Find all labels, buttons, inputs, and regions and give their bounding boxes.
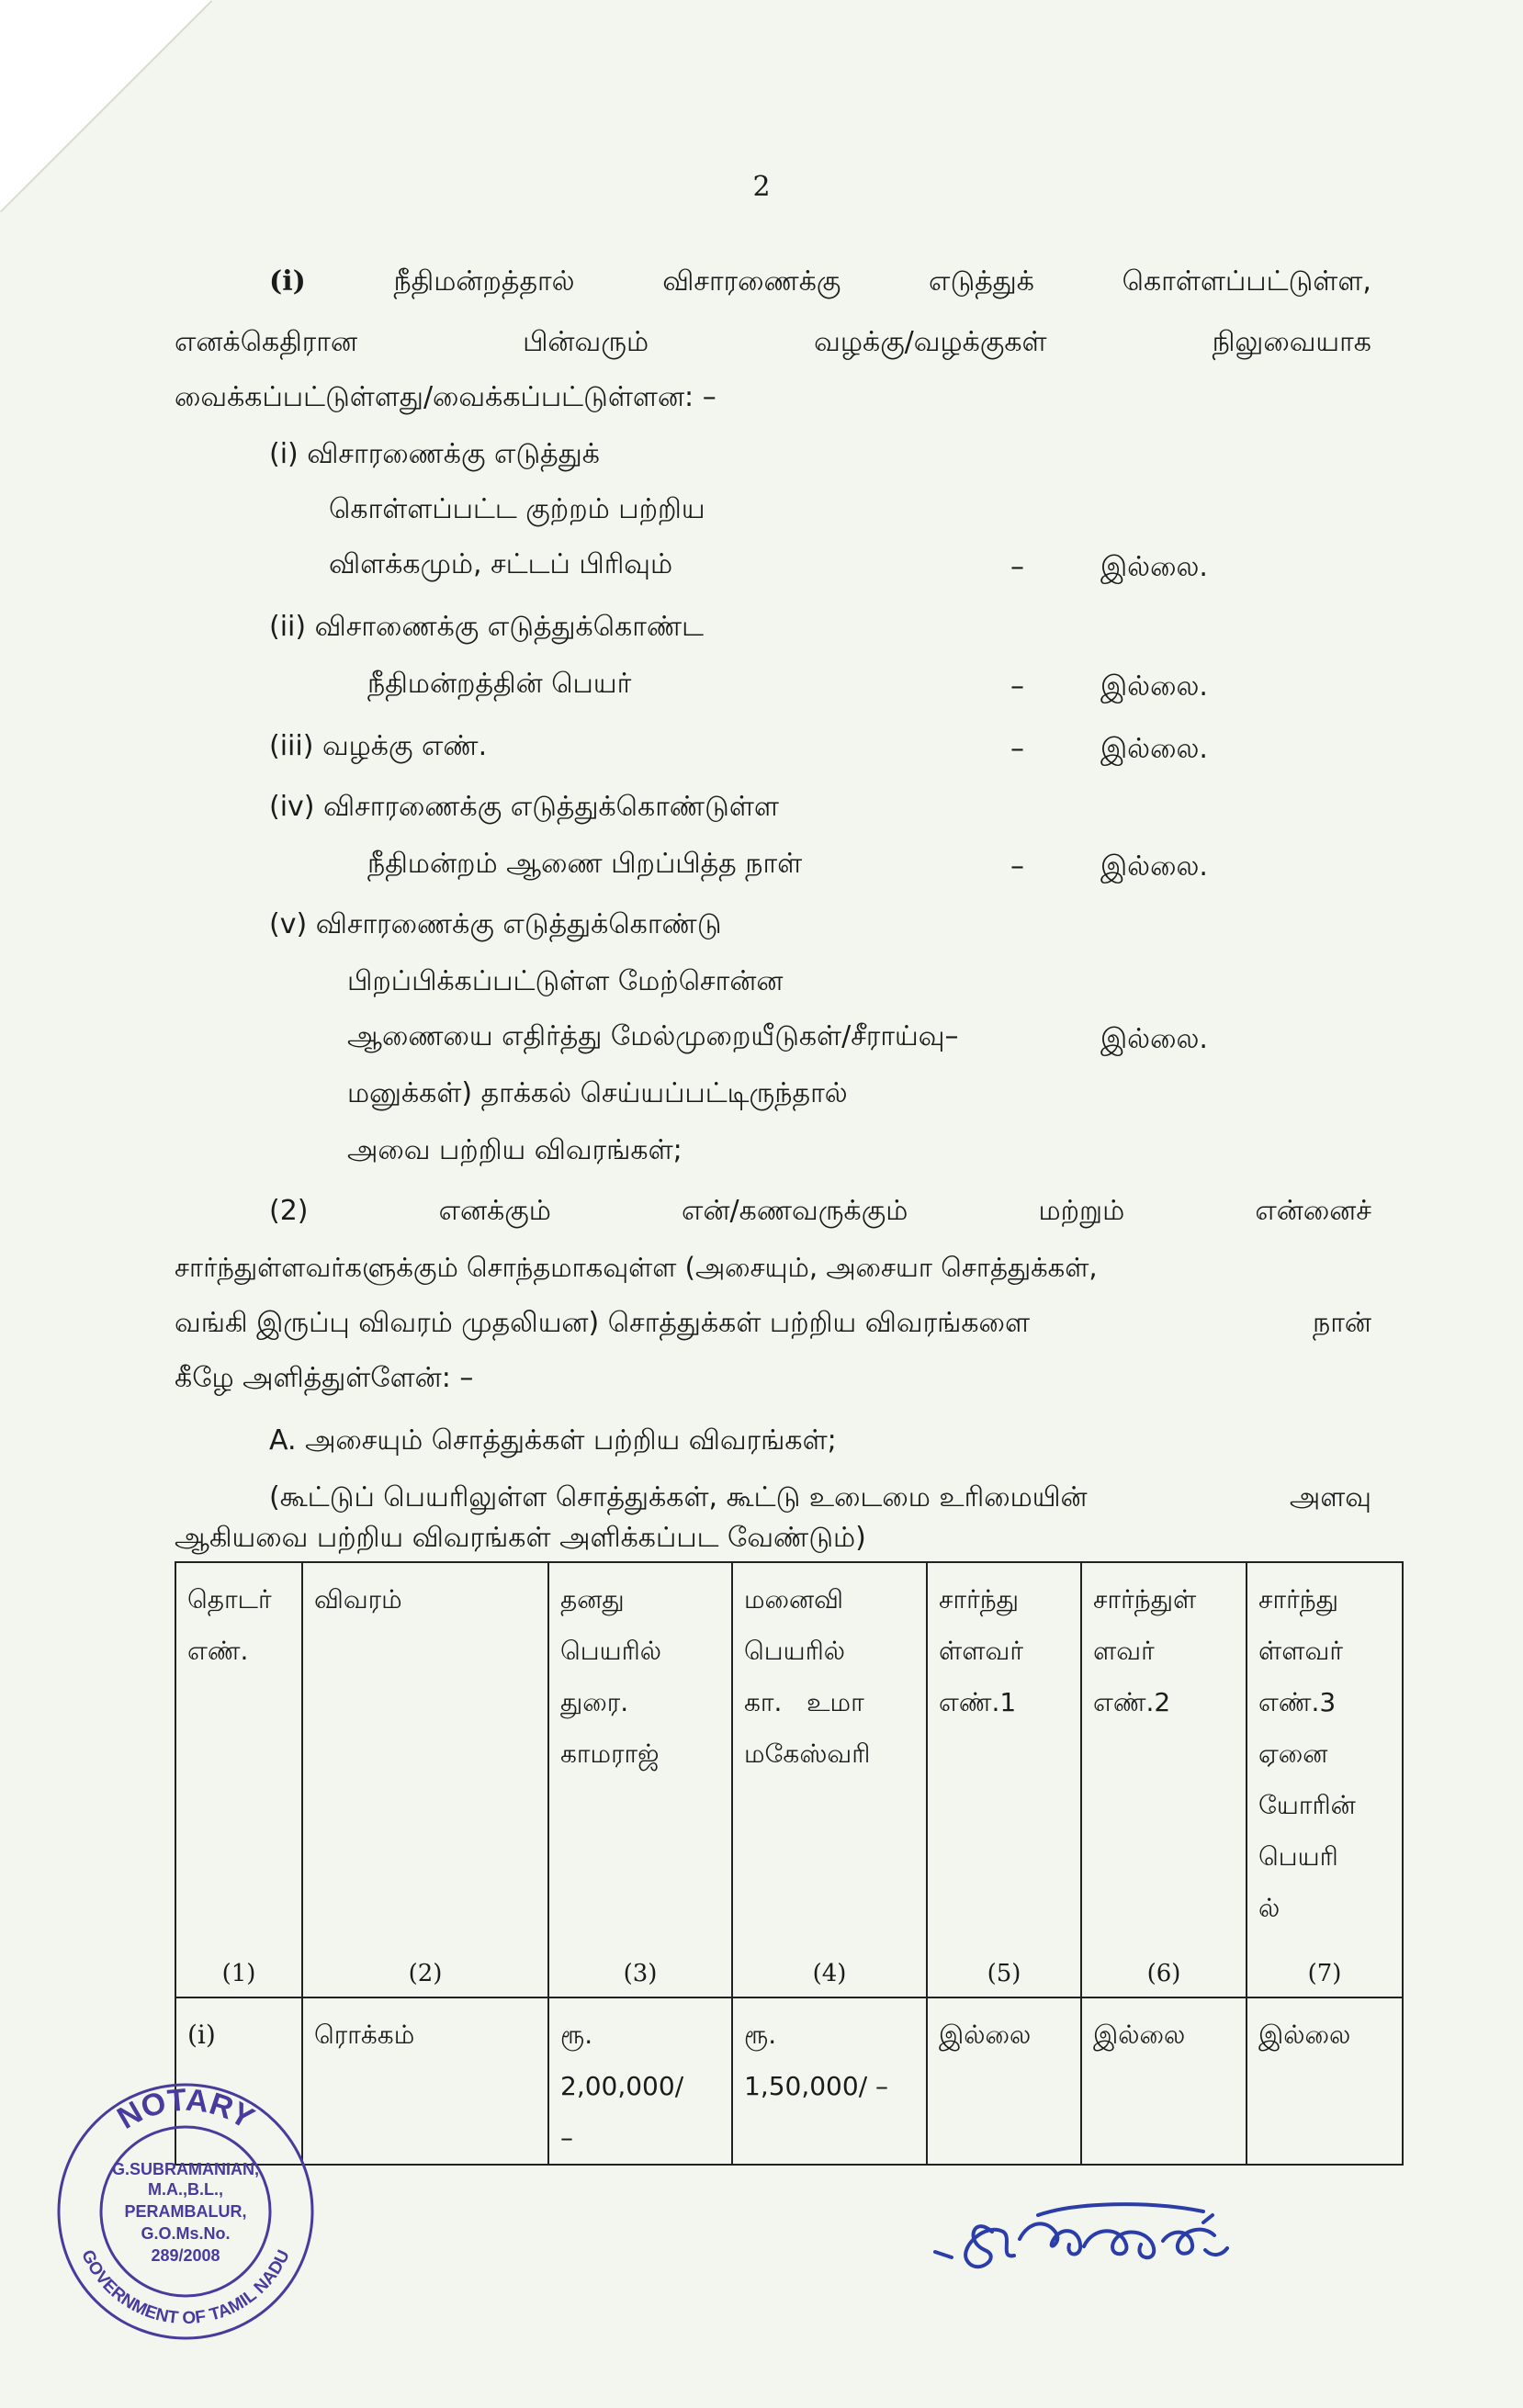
intro-word: பின்வரும் (523, 326, 649, 358)
item-3-dash: – (1010, 733, 1024, 765)
item-5-line-3: ஆணையை எதிர்த்து மேல்முறையீடுகள்/சீராய்வு– (347, 1020, 959, 1052)
header-text: பெயரில் (560, 1636, 662, 1666)
header-text: விவரம் (314, 1584, 402, 1615)
intro-word: கொள்ளப்பட்டுள்ள, (1122, 265, 1371, 298)
seal-bottom-text: GOVERNMENT OF TAMIL NADU (77, 2246, 294, 2329)
cell-description (302, 1997, 548, 2165)
page-number: 2 (752, 171, 771, 203)
header-text: மனைவி (744, 1584, 844, 1615)
cell-text: இல்லை (1093, 2020, 1186, 2050)
header-text: சார்ந்து (939, 1584, 1020, 1615)
para2-line-4: கீழே அளித்துள்ளேன்: – (175, 1362, 474, 1394)
item-4-line-1: (iv) விசாரணைக்கு எடுத்துக்கொண்டுள்ள (269, 791, 779, 823)
header-text: ஏனை (1258, 1738, 1328, 1769)
header-text: மகேஸ்வரி (744, 1738, 871, 1769)
intro-line-1 (269, 265, 1371, 298)
item-1-line-2: கொள்ளப்பட்ட குற்றம் பற்றிய (329, 493, 705, 525)
intro-line-2 (175, 326, 1371, 358)
column-number: (1) (221, 1960, 256, 1987)
intro-word: நிலுவையாக (1212, 326, 1371, 358)
cell-self-amount (548, 1997, 732, 2165)
header-text: சார்ந்துள் (1093, 1584, 1197, 1615)
cell-text: 1,50,000/ – (744, 2071, 889, 2101)
seal-degree: M.A.,B.L., (148, 2180, 223, 2199)
section-a-heading: A. அசையும் சொத்துக்கள் பற்றிய விவரங்கள்; (269, 1424, 837, 1457)
seal-top-text: NOTARY (111, 2082, 260, 2136)
section-a-note-word: அளவு (1289, 1481, 1371, 1513)
column-number: (7) (1307, 1960, 1342, 1987)
column-number: (3) (623, 1960, 658, 1987)
para2-word: எனக்கும் (438, 1195, 551, 1227)
header-text: துரை. (560, 1687, 629, 1717)
signature (928, 2195, 1240, 2278)
item-3-value: இல்லை. (1100, 733, 1208, 765)
item-1-dash: – (1010, 551, 1024, 583)
header-spouse (732, 1562, 927, 1997)
intro-word: எனக்கெதிரான (175, 326, 358, 358)
header-text: கா. உமா (744, 1687, 864, 1717)
table-row (175, 1997, 1403, 2165)
header-text: ள்ளவர் (939, 1636, 1023, 1666)
item-1-value: இல்லை. (1100, 551, 1208, 583)
column-number: (4) (812, 1960, 847, 1987)
intro-word: வழக்கு/வழக்குகள் (814, 326, 1047, 358)
cell-text: ரூ. (560, 2020, 593, 2050)
item-5-line-1: (v) விசாரணைக்கு எடுத்துக்கொண்டு (269, 908, 722, 940)
section-a-note-1 (269, 1481, 1371, 1513)
header-dependent-3 (1247, 1562, 1403, 1997)
table-header-row (175, 1562, 1403, 1997)
header-text: பெயரி (1258, 1841, 1338, 1872)
intro-marker: (i) (269, 265, 306, 298)
item-2-dash: – (1010, 670, 1024, 703)
item-2-value: இல்லை. (1100, 670, 1208, 703)
column-number: (6) (1146, 1960, 1181, 1987)
column-number: (2) (408, 1960, 443, 1987)
intro-line-3: வைக்கப்பட்டுள்ளது/வைக்கப்பட்டுள்ளன: – (175, 381, 716, 413)
cell-text: (i) (187, 2020, 216, 2050)
header-text: எண்.3 (1258, 1687, 1337, 1717)
header-self (548, 1562, 732, 1997)
item-4-dash: – (1010, 850, 1024, 883)
header-text: ளவர் (1093, 1636, 1155, 1666)
item-1-line-1: (i) விசாரணைக்கு எடுத்துக் (269, 438, 600, 470)
header-text: சார்ந்து (1258, 1584, 1339, 1615)
seal-place: PERAMBALUR, (124, 2202, 247, 2221)
para2-text: வங்கி இருப்பு விவரம் முதலியன) சொத்துக்கள் பற்றிய விவரங்களை (175, 1307, 1031, 1339)
header-dependent-2 (1081, 1562, 1247, 1997)
item-2-line-1: (ii) விசாணைக்கு எடுத்துக்கொண்ட (269, 611, 704, 643)
movable-assets-table (175, 1561, 1404, 2166)
header-description (302, 1562, 548, 1997)
item-4-value: இல்லை. (1100, 850, 1208, 883)
header-text: காமராஜ் (560, 1738, 660, 1769)
header-text: யோரின் (1258, 1790, 1356, 1820)
para2-word: என்/கணவருக்கும் (682, 1195, 908, 1227)
cell-dependent-1 (927, 1997, 1081, 2165)
header-text: பெயரில் (744, 1636, 846, 1666)
cell-text: 2,00,000/ (560, 2071, 684, 2101)
para2-word: நான் (1312, 1307, 1371, 1339)
cell-text: ரொக்கம் (314, 2020, 415, 2050)
item-3-line-1: (iii) வழக்கு எண். (269, 730, 488, 762)
intro-word: எடுத்துக் (929, 265, 1034, 298)
para2-line-2: சார்ந்துள்ளவர்களுக்கும் சொந்தமாகவுள்ள (அசையும், அசையா சொத்துக்கள், (175, 1252, 1098, 1283)
seal-name: G.SUBRAMANIAN, (112, 2160, 259, 2178)
para2-line-3 (175, 1307, 1371, 1339)
header-dependent-1 (927, 1562, 1081, 1997)
item-1-line-3: விளக்கமும், சட்டப் பிரிவும் (329, 548, 673, 580)
header-text: ள்ளவர் (1258, 1636, 1343, 1666)
para2-word: என்னைச் (1255, 1195, 1371, 1227)
cell-text: – (560, 2122, 573, 2153)
cell-dependent-3 (1247, 1997, 1403, 2165)
section-a-note-text: (கூட்டுப் பெயரிலுள்ள சொத்துக்கள், கூட்டு உடைமை உரிமையின் (269, 1481, 1088, 1513)
cell-text: இல்லை (939, 2020, 1032, 2050)
header-serial (175, 1562, 302, 1997)
item-5-line-5: அவை பற்றிய விவரங்கள்; (347, 1134, 683, 1166)
header-text: எண்.2 (1093, 1687, 1171, 1717)
section-a-note-2: ஆகியவை பற்றிய விவரங்கள் அளிக்கப்பட வேண்டும்) (175, 1522, 866, 1554)
cell-spouse-amount (732, 1997, 927, 2165)
item-4-line-2: நீதிமன்றம் ஆணை பிறப்பித்த நாள் (367, 848, 803, 880)
intro-word: நீதிமன்றத்தால் (393, 265, 575, 298)
header-text: தனது (560, 1584, 625, 1615)
para2-marker: (2) (269, 1195, 309, 1227)
para2-word: மற்றும் (1038, 1195, 1125, 1227)
column-number: (5) (987, 1960, 1021, 1987)
cell-text: ரூ. (744, 2020, 777, 2050)
header-text: எண். (187, 1636, 249, 1666)
intro-word: விசாரணைக்கு (662, 265, 841, 298)
item-5-line-2: பிறப்பிக்கப்பட்டுள்ள மேற்சொன்ன (347, 965, 784, 997)
para2-line-1 (269, 1195, 1371, 1227)
header-text: தொடர் (187, 1584, 272, 1615)
item-5-value: இல்லை. (1100, 1023, 1208, 1055)
cell-text: இல்லை (1258, 2020, 1351, 2050)
header-text: எண்.1 (939, 1687, 1017, 1717)
notary-seal (48, 2074, 323, 2340)
seal-number: 289/2008 (151, 2246, 220, 2265)
item-2-line-2: நீதிமன்றத்தின் பெயர் (367, 668, 632, 700)
item-5-line-4: மனுக்கள்) தாக்கல் செய்யப்பட்டிருந்தால் (347, 1077, 848, 1109)
seal-order: G.O.Ms.No. (141, 2224, 231, 2243)
header-text: ல் (1258, 1893, 1280, 1923)
cell-dependent-2 (1081, 1997, 1247, 2165)
